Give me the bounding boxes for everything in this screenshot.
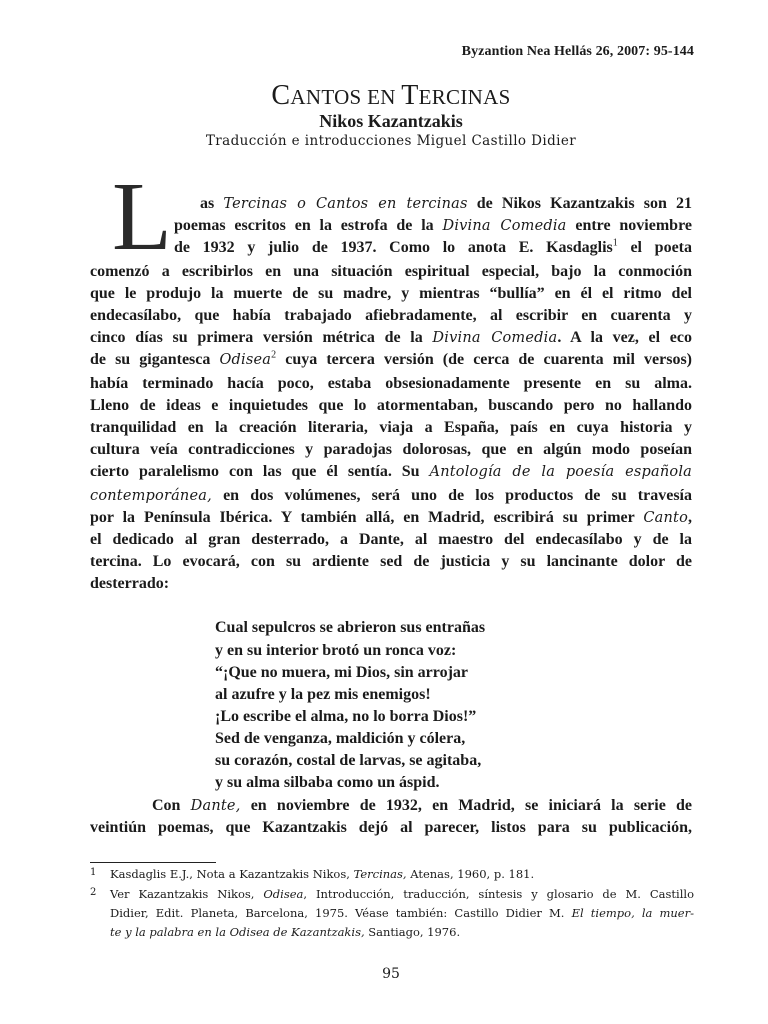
title-initial-1: C: [271, 80, 291, 111]
body-line: comenzó a escribirlos en una situación espiritual especial, bajo la conmoción: [90, 263, 692, 280]
verse-line: “¡Que no muera, mi Dios, sin arrojar: [215, 664, 469, 681]
body-line: veintiún poemas, que Kazantzakis dejó al parecer, listos para su publicación,: [90, 819, 692, 836]
article-title: [0, 80, 768, 112]
body-line: cinco días su primera versión métrica de la Divina Comedia. A la vez, el eco: [90, 329, 692, 346]
body-line: tranquilidad en la creación literaria, viaja a España, país en cuya historia y: [90, 419, 692, 436]
title-initial-2: T: [401, 80, 419, 111]
footnote-text: Didier, Edit. Planeta, Barcelona, 1975. Véase también: Castillo Didier M. El tiempo, la muer-: [110, 906, 694, 920]
drop-cap: L: [112, 163, 172, 271]
body-line: de su gigantesca Odisea$^2$ cuya tercera versión (de cerca de cuarenta mil versos): [90, 349, 692, 368]
author-name: Nikos Kazantzakis: [319, 111, 463, 131]
verse-line: y en su interior brotó un ronca voz:: [215, 642, 457, 659]
verse-line: al azufre y la pez mis enemigos!: [215, 686, 431, 703]
footnote-ref-1: 1: [612, 237, 618, 249]
verse-line: su corazón, costal de larvas, se agitaba,: [215, 752, 482, 769]
footnote-number: 2: [90, 887, 97, 898]
body-line: Con Dante, en noviembre de 1932, en Madrid, se iniciará la serie de: [152, 797, 693, 814]
body-line: as Tercinas o Cantos en tercinas de Nikos Kazantzakis son 21: [200, 195, 692, 212]
footnote-number: 1: [90, 867, 97, 878]
body-line: por la Península Ibérica. Y también allá, en Madrid, escribirá su primer Canto,: [90, 509, 692, 526]
body-line: desterrado:: [90, 575, 170, 592]
body-line: había terminado hacía poco, estaba obsesionadamente presente en su alma.: [90, 375, 692, 392]
page-number: 95: [382, 966, 400, 982]
title-part-2: ERCINAS: [418, 85, 511, 109]
footnote-text: te y la palabra en la Odisea de Kazantzakis, Santiago, 1976.: [110, 925, 461, 939]
verse-line: y su alma silbaba como un áspid.: [215, 774, 440, 791]
body-line: tercina. Lo evocará, con su ardiente sed de justicia y su lancinante dolor de: [90, 553, 692, 570]
verse-line: Sed de venganza, maldición y cólera,: [215, 730, 466, 747]
body-line: cierto paralelismo con las que él sentía. Su Antología de la poesía española: [90, 463, 692, 480]
title-part-1: ANTOS EN: [290, 85, 402, 109]
running-head: Byzantion Nea Hellás 26, 2007: 95-144: [461, 44, 694, 59]
body-line: Lleno de ideas e inquietudes que lo atormentaban, buscando pero no hallando: [90, 397, 692, 414]
body-line: cultura veía contradicciones y paradojas dolorosas, que en algún modo poseían: [90, 441, 692, 458]
footnote-text: Kasdaglis E.J., Nota a Kazantzakis Nikos, Tercinas, Atenas, 1960, p. 181.: [110, 867, 535, 881]
footnote-rule: [90, 862, 216, 863]
verse-line: Cual sepulcros se abrieron sus entrañas: [215, 619, 486, 636]
body-line: el dedicado al gran desterrado, a Dante, al maestro del endecasílabo y de la: [90, 531, 692, 548]
body-line: de 1932 y julio de 1937. Como lo anota E. Kasdaglis$^1$ el poeta: [174, 237, 693, 256]
body-line: que le produjo la muerte de su madre, y mientras “bullía” en él el ritmo del: [90, 285, 692, 302]
footnote-ref-2: 2: [271, 349, 277, 361]
translator-credit: Traducción e introducciones Miguel Castillo Didier: [205, 133, 577, 149]
body-line: endecasílabo, que había trabajado afiebradamente, al escribir en cuarenta y: [90, 307, 692, 324]
footnote-text: Ver Kazantzakis Nikos, Odisea, Introducción, traducción, síntesis y glosario de M. Castillo: [110, 887, 695, 901]
verse-line: ¡Lo escribe el alma, no lo borra Dios!”: [215, 708, 477, 725]
body-line: poemas escritos en la estrofa de la Divina Comedia entre noviembre: [174, 217, 692, 234]
body-line: contemporánea, en dos volúmenes, será uno de los productos de su travesía: [90, 487, 692, 504]
